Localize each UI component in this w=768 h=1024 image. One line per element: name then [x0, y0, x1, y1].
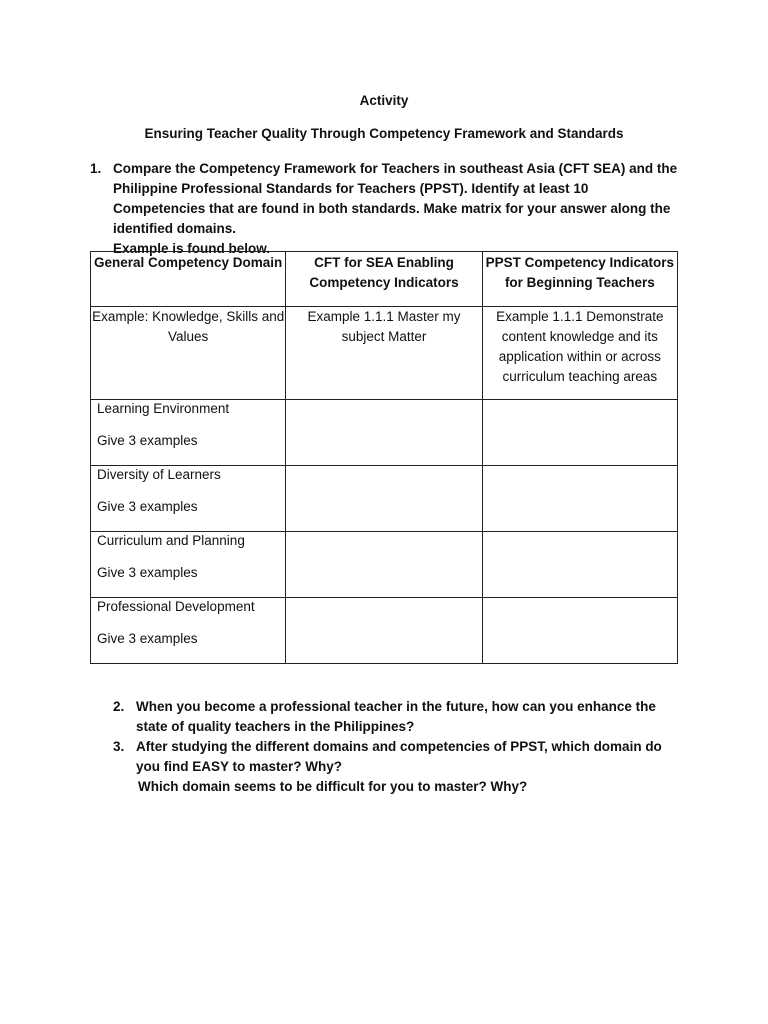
domain-instruction: Give 3 examples	[97, 565, 198, 580]
domain-name: Learning Environment	[97, 401, 230, 416]
domain-cell	[91, 532, 286, 598]
example-domain-cell: Example: Knowledge, Skills and Values	[91, 307, 286, 400]
table-row	[91, 598, 678, 664]
document-subtitle: Ensuring Teacher Quality Through Competency Framework and Standards	[144, 126, 624, 141]
domain-name: Professional Development	[97, 599, 255, 614]
cft-answer-cell	[286, 532, 482, 598]
example-ppst-cell: Example 1.1.1 Demonstrate content knowledge and its application within or across curriculum teaching areas	[482, 307, 677, 400]
ppst-answer-cell	[482, 400, 677, 466]
question-list	[113, 697, 673, 797]
domain-name: Curriculum and Planning	[97, 533, 245, 548]
table-row	[91, 532, 678, 598]
question-3-text: After studying the different domains and competencies of PPST, which domain do you find EASY to master? Why?	[136, 739, 662, 774]
question-3	[113, 737, 673, 797]
table-row	[91, 400, 678, 466]
header-ppst: PPST Competency Indicators for Beginning Teachers	[482, 252, 677, 307]
domain-cell	[91, 598, 286, 664]
question-3-followup: Which domain seems to be difficult for you to master? Why?	[138, 779, 528, 794]
table-row-example	[91, 307, 678, 400]
header-cft: CFT for SEA Enabling Competency Indicators	[286, 252, 482, 307]
domain-cell	[91, 400, 286, 466]
ppst-answer-cell	[482, 532, 677, 598]
domain-instruction: Give 3 examples	[97, 433, 198, 448]
domain-instruction: Give 3 examples	[97, 499, 198, 514]
table-row	[91, 466, 678, 532]
question-2-number: 2.	[113, 699, 125, 714]
cft-answer-cell	[286, 400, 482, 466]
question-2-text: When you become a professional teacher in the future, how can you enhance the state of quality teachers in the Philippines?	[136, 699, 656, 734]
document-title: Activity	[359, 93, 409, 108]
table-header-row	[91, 252, 678, 307]
question-1-number: 1.	[90, 161, 102, 176]
question-1-text: Compare the Competency Framework for Teachers in southeast Asia (CFT SEA) and the Philippine Professional Standards for Teachers (PPST). Identify at least 10 Competencies that are found in both standards. Make matrix for your answer along the identified domains.	[113, 161, 678, 236]
ppst-answer-cell	[482, 466, 677, 532]
question-1-note: Example is found below.	[113, 241, 271, 256]
question-3-number: 3.	[113, 739, 125, 754]
header-domain: General Competency Domain	[91, 252, 286, 307]
competency-matrix-table	[90, 251, 678, 664]
cft-answer-cell	[286, 598, 482, 664]
question-1	[90, 159, 680, 259]
ppst-answer-cell	[482, 598, 677, 664]
domain-name: Diversity of Learners	[97, 467, 221, 482]
domain-cell	[91, 466, 286, 532]
domain-instruction: Give 3 examples	[97, 631, 198, 646]
question-2	[113, 697, 673, 737]
example-cft-cell: Example 1.1.1 Master my subject Matter	[286, 307, 482, 400]
cft-answer-cell	[286, 466, 482, 532]
